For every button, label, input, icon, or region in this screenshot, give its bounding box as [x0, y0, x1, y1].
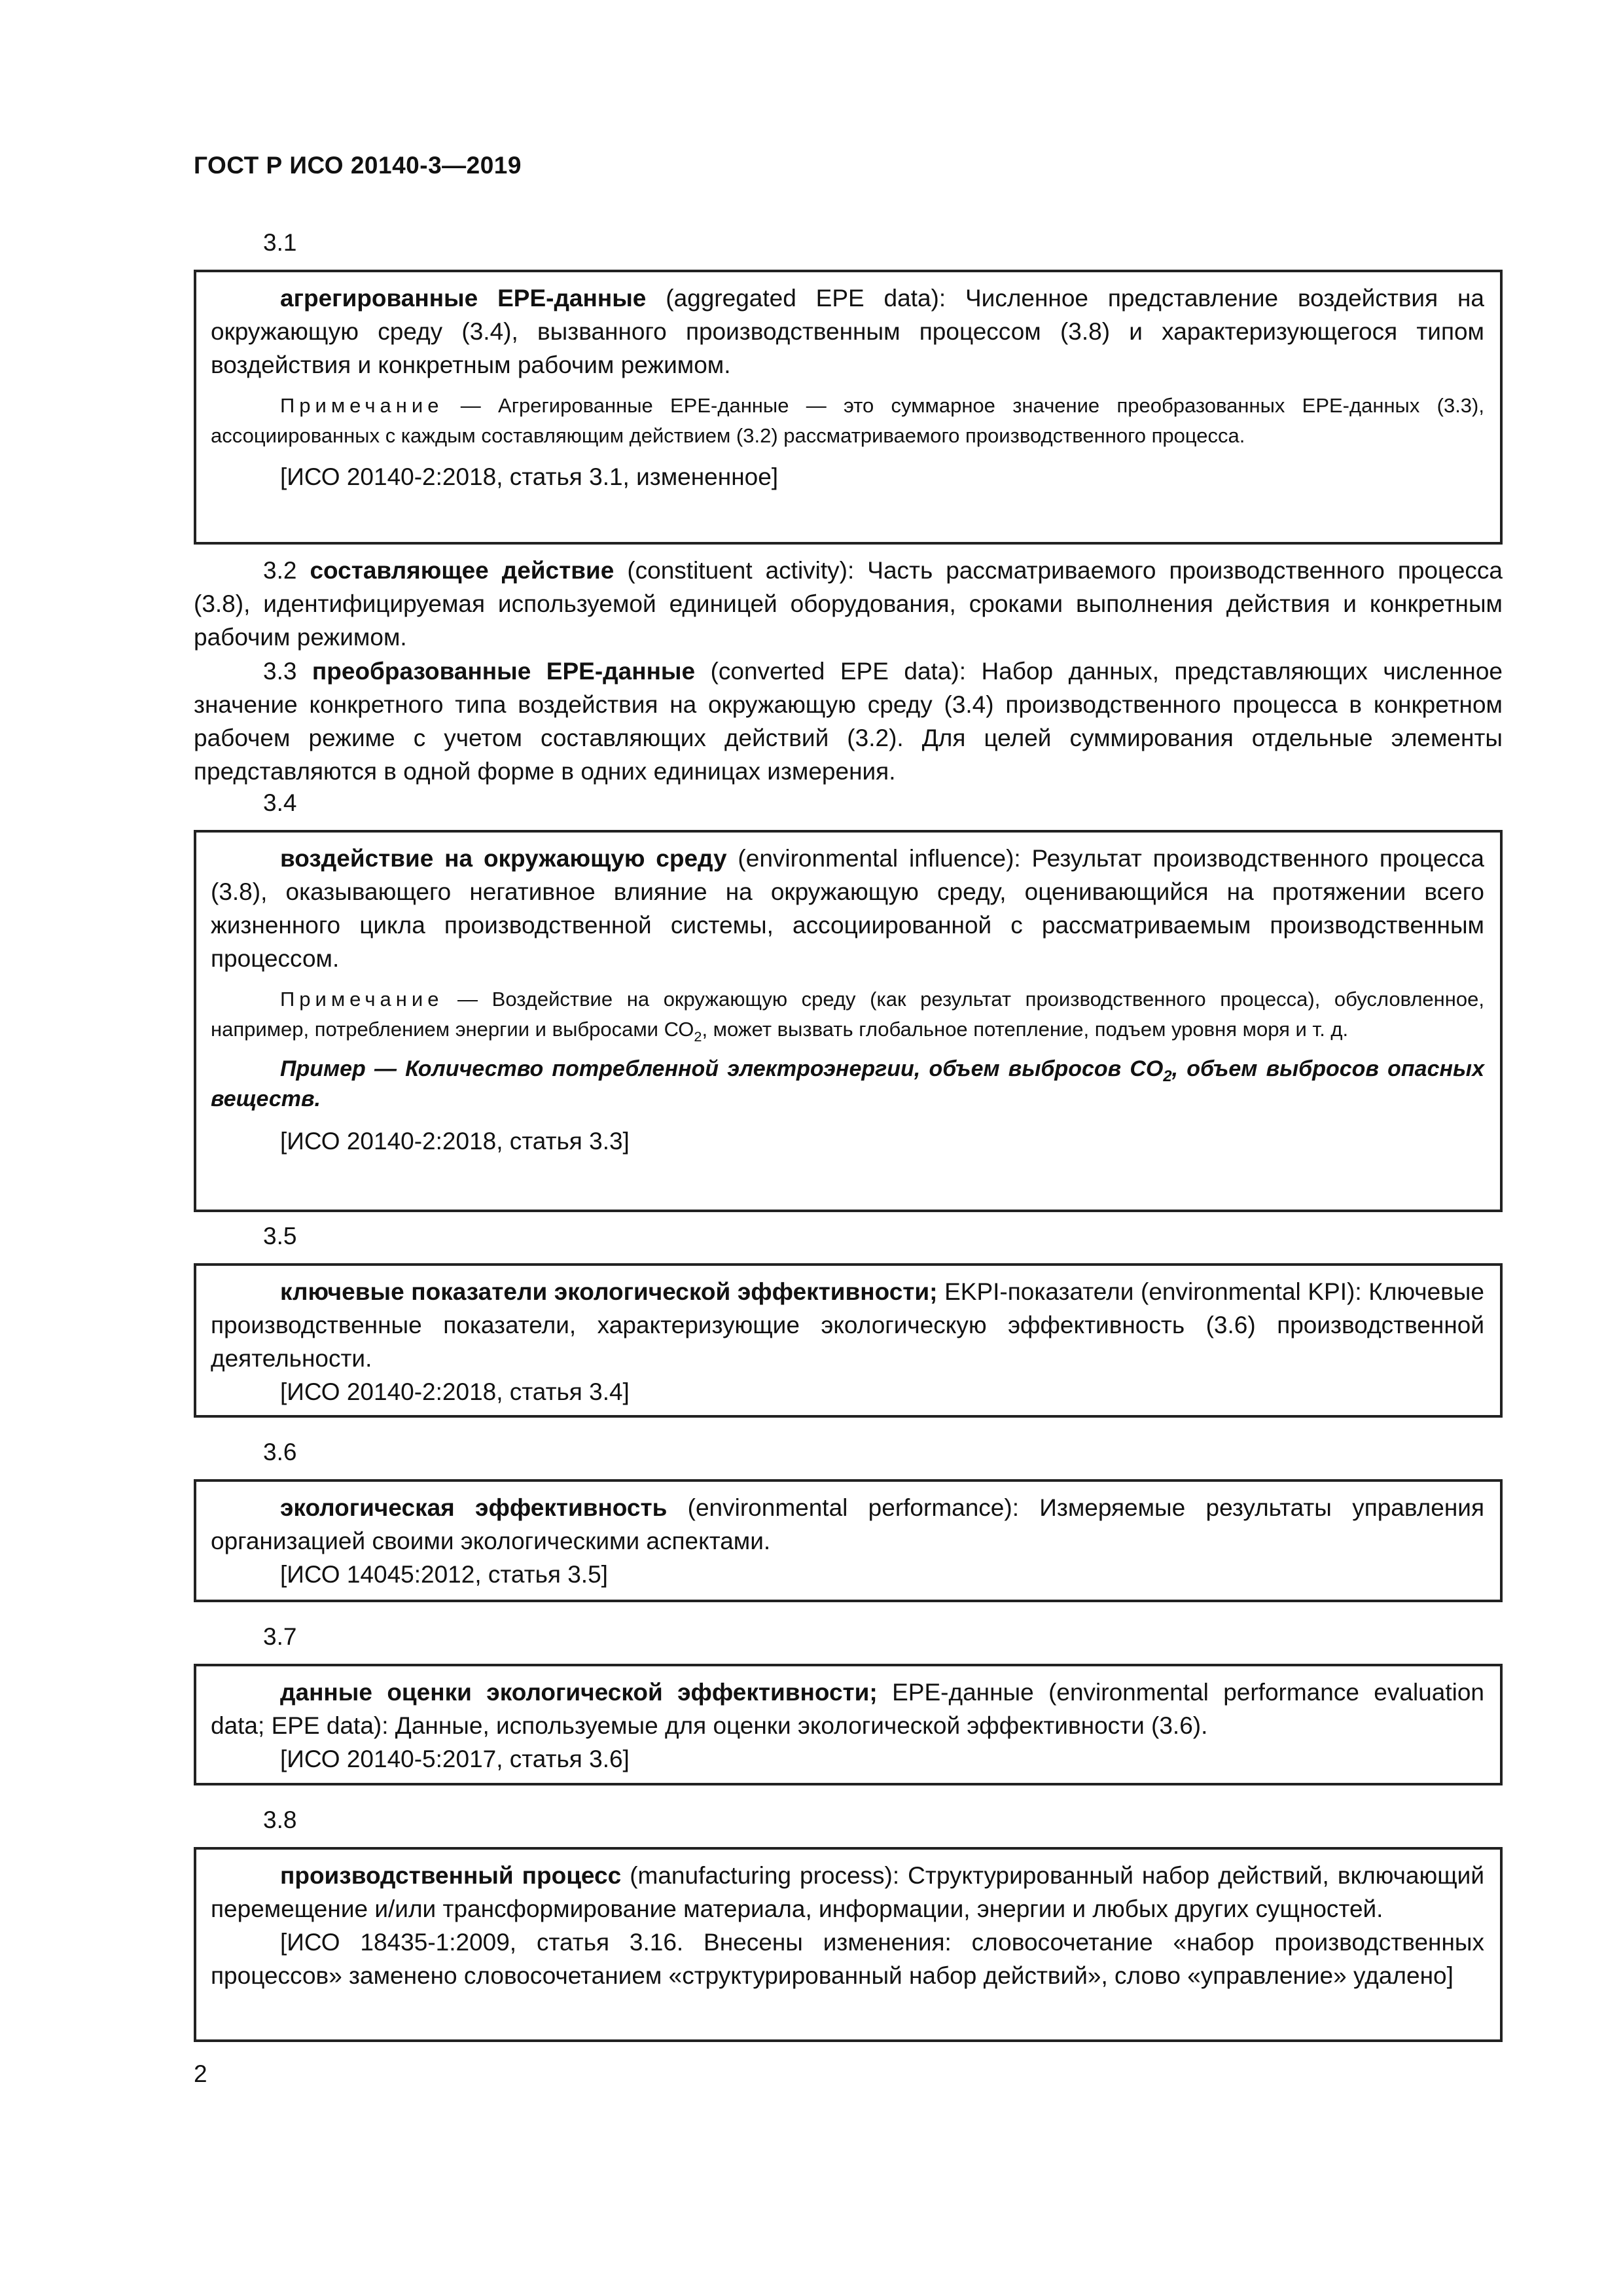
- term-reference: [ИСО 20140-5:2017, статья 3.6]: [280, 1746, 630, 1772]
- term-box-3-8: [194, 1847, 1503, 2042]
- entry-number: 3.5: [263, 1223, 297, 1249]
- term-note: Примечание — Воздействие на окружающую среду (как результат производственного процесса), обусловленное, например, потреблением энергии и выбросами $СО_2$, может вызвать глобальное потепление, подъем уровня моря и т. д.: [211, 988, 1484, 1045]
- term-definition: агрегированные ЕРЕ-данные (aggregated EPE data): Численное представление воздействия на окружающую среду (3.4), вызванного производственным процессом (3.8) и характеризующегося типом воздействия и конкретным рабочим режимом.: [211, 285, 1484, 378]
- term-definition: ключевые показатели экологической эффективности; EKPI-показатели (environmental KPI): Ключевые производственные показатели, характеризующие экологическую эффективность (3.6) производственной деятельности.: [211, 1278, 1484, 1372]
- entry-number: 3.6: [263, 1439, 297, 1465]
- note-label: Примечание: [280, 988, 444, 1011]
- term-name: агрегированные ЕРЕ-данные: [280, 285, 647, 312]
- term-name: экологическая эффективность: [280, 1494, 668, 1521]
- term-paragraph-3-2: [194, 554, 1503, 654]
- term-reference: [ИСО 18435-1:2009, статья 3.16. Внесены изменения: словосочетание «набор производственных процессов» заменено словосочетанием «структурированный набор действий», слово «управление» удалено]: [211, 1929, 1484, 1989]
- term-definition: данные оценки экологической эффективности; ЕРЕ-данные (environmental performance evaluation data; EPE data): Данные, используемые для оценки экологической эффективности (3.6).: [211, 1679, 1484, 1739]
- term-definition: экологическая эффективность (environmental performance): Измеряемые результаты управления организацией своими экологическими аспектами.: [211, 1494, 1484, 1554]
- term-name: ключевые показатели экологической эффективности;: [280, 1278, 938, 1305]
- term-box-3-7: [194, 1664, 1503, 1785]
- term-name: преобразованные ЕРЕ-данные: [312, 658, 696, 685]
- term-name: данные оценки экологической эффективности;: [280, 1679, 878, 1706]
- document-header: ГОСТ Р ИСО 20140-3—2019: [194, 152, 522, 179]
- term-reference: [ИСО 20140-2:2018, статья 3.3]: [280, 1128, 630, 1155]
- page-number: 2: [194, 2060, 207, 2087]
- entry-number: 3.1: [263, 229, 297, 256]
- term-paragraph-3-3: [194, 655, 1503, 788]
- term-reference: [ИСО 20140-2:2018, статья 3.4]: [280, 1378, 630, 1405]
- term-definition: 3.3 преобразованные ЕРЕ-данные (converted EPE data): Набор данных, представляющих численное значение конкретного типа воздействия на окружающую среду (3.4) производственного процесса в конкретном рабочем режиме с учетом составляющих действий (3.2). Для целей суммирования отдельные элементы представляются в одной форме в одних единицах измерения.: [194, 658, 1503, 785]
- term-name: составляющее действие: [310, 557, 615, 584]
- term-note: Примечание — Агрегированные ЕРЕ-данные — это суммарное значение преобразованных ЕРЕ-данных (3.3), ассоциированных с каждым составляющим действием (3.2) рассматриваемого производственного процесса.: [211, 394, 1484, 447]
- term-reference: [ИСО 20140-2:2018, статья 3.1, измененное]: [280, 463, 779, 490]
- term-name: производственный процесс: [280, 1862, 622, 1889]
- term-definition: производственный процесс (manufacturing process): Структурированный набор действий, включающий перемещение и/или трансформирование материала, информации, энергии и любых других сущностей.: [211, 1862, 1484, 1922]
- term-box-3-4: [194, 830, 1503, 1212]
- term-definition: воздействие на окружающую среду (environmental influence): Результат производственного процесса (3.8), оказывающего негативное влияние на окружающую среду, оценивающийся на протяжении всего жизненного цикла производственной системы, ассоциированной с рассматриваемым производственным процессом.: [211, 845, 1484, 972]
- entry-number: 3.8: [263, 1806, 297, 1833]
- term-name: воздействие на окружающую среду: [280, 845, 727, 872]
- entry-number: 3.7: [263, 1623, 297, 1650]
- note-label: Примечание: [280, 394, 444, 417]
- term-example: Пример — Количество потребленной электроэнергии, объем выбросов $СО_2$, объем выбросов опасных веществ.: [211, 1056, 1484, 1111]
- term-reference: [ИСО 14045:2012, статья 3.5]: [280, 1561, 608, 1588]
- term-definition: 3.2 составляющее действие (constituent activity): Часть рассматриваемого производственного процесса (3.8), идентифицируемая используемой единицей оборудования, сроками выполнения действия и конкретным рабочим режимом.: [194, 557, 1503, 651]
- entry-number: 3.4: [263, 789, 297, 816]
- term-box-3-5: [194, 1263, 1503, 1418]
- term-box-3-6: [194, 1479, 1503, 1602]
- term-box-3-1: [194, 270, 1503, 545]
